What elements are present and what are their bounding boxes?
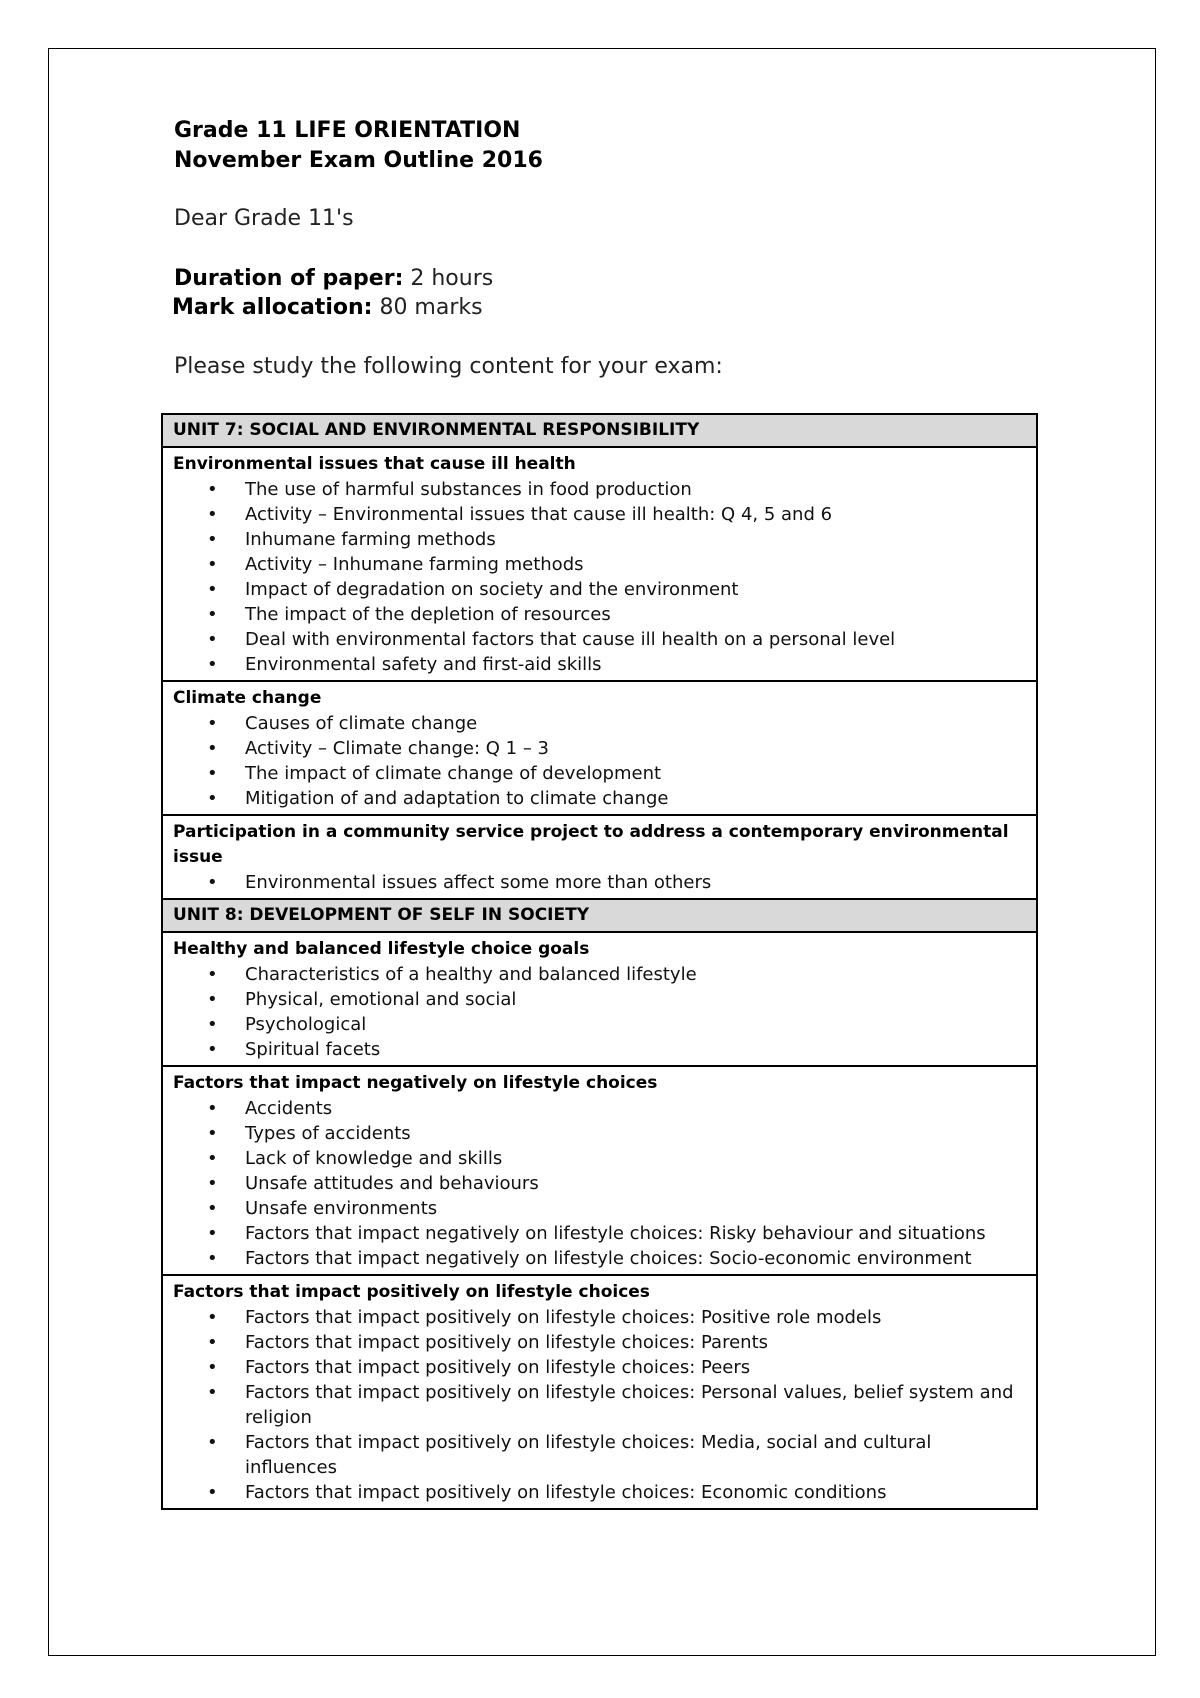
topic-item: • Unsafe attitudes and behaviours [245, 1171, 1026, 1196]
topic-item: • Deal with environmental factors that cause ill health on a personal level [245, 627, 1026, 652]
topic-item: • Activity – Climate change: Q 1 – 3 [245, 736, 1026, 761]
topic-item: • Causes of climate change [245, 711, 1026, 736]
unit-header-row [162, 899, 1037, 932]
topic-item: • Environmental safety and first-aid skills [245, 652, 1026, 677]
section-heading: Factors that impact positively on lifestyle choices [173, 1282, 650, 1302]
document-subtitle: November Exam Outline 2016 [174, 148, 543, 173]
topic-item: • Psychological [245, 1012, 1026, 1037]
topic-item: • Factors that impact positively on lifestyle choices: Parents [245, 1330, 1026, 1355]
unit-header-row [162, 414, 1037, 447]
topic-item: • The impact of the depletion of resources [245, 602, 1026, 627]
topic-item: • Factors that impact positively on lifestyle choices: Peers [245, 1355, 1026, 1380]
marks-row [172, 293, 1054, 322]
section-cell [162, 1275, 1037, 1509]
section-heading: Environmental issues that cause ill health [173, 454, 576, 474]
topic-item: • Mitigation of and adaptation to climate change [245, 786, 1026, 811]
topic-list [173, 870, 1026, 895]
intro-text: Please study the following content for your exam: [174, 354, 723, 379]
greeting: Dear Grade 11's [174, 206, 354, 231]
exam-details [174, 264, 1054, 322]
topic-item: • The impact of climate change of development [245, 761, 1026, 786]
marks-value: 80 marks [372, 295, 483, 320]
section-cell [162, 447, 1037, 681]
topic-item: • Unsafe environments [245, 1196, 1026, 1221]
topic-item: • Characteristics of a healthy and balanced lifestyle [245, 962, 1026, 987]
unit-title: UNIT 8: DEVELOPMENT OF SELF IN SOCIETY [162, 899, 1037, 932]
topic-item: • Factors that impact positively on lifestyle choices: Personal values, belief system and religion [245, 1380, 1026, 1430]
section-row [162, 681, 1037, 815]
document-header [174, 116, 1054, 382]
topic-list [173, 1096, 1026, 1271]
document-title: Grade 11 LIFE ORIENTATION [174, 118, 521, 143]
section-row [162, 1066, 1037, 1275]
content-outline-table [161, 413, 1038, 1510]
topic-item: • Factors that impact positively on lifestyle choices: Media, social and cultural influences [245, 1430, 1026, 1480]
topic-item: • Accidents [245, 1096, 1026, 1121]
topic-item: • Factors that impact negatively on lifestyle choices: Risky behaviour and situations [245, 1221, 1026, 1246]
topic-item: • Spiritual facets [245, 1037, 1026, 1062]
topic-list [173, 711, 1026, 811]
topic-item: • Physical, emotional and social [245, 987, 1026, 1012]
marks-label: Mark allocation: [172, 295, 373, 320]
section-heading: Healthy and balanced lifestyle choice goals [173, 939, 590, 959]
topic-item: • Environmental issues affect some more than others [245, 870, 1026, 895]
topic-list [173, 1305, 1026, 1505]
duration-value: 2 hours [403, 266, 494, 291]
topic-item: • Lack of knowledge and skills [245, 1146, 1026, 1171]
section-cell [162, 932, 1037, 1066]
section-heading: Climate change [173, 688, 322, 708]
topic-item: • The use of harmful substances in food production [245, 477, 1026, 502]
section-cell [162, 1066, 1037, 1275]
topic-item: • Activity – Environmental issues that cause ill health: Q 4, 5 and 6 [245, 502, 1026, 527]
section-row [162, 1275, 1037, 1509]
unit-title: UNIT 7: SOCIAL AND ENVIRONMENTAL RESPONSIBILITY [162, 414, 1037, 447]
section-row [162, 932, 1037, 1066]
topic-item: • Factors that impact positively on lifestyle choices: Economic conditions [245, 1480, 1026, 1505]
section-cell [162, 681, 1037, 815]
duration-label: Duration of paper: [174, 266, 404, 291]
topic-item: • Types of accidents [245, 1121, 1026, 1146]
topic-item: • Activity – Inhumane farming methods [245, 552, 1026, 577]
topic-item: • Inhumane farming methods [245, 527, 1026, 552]
duration-row [174, 264, 1054, 293]
section-heading: Participation in a community service project to address a contemporary environmental issue [173, 822, 1009, 867]
topic-item: • Factors that impact negatively on lifestyle choices: Socio-economic environment [245, 1246, 1026, 1271]
topic-list [173, 477, 1026, 677]
topic-item: • Factors that impact positively on lifestyle choices: Positive role models [245, 1305, 1026, 1330]
section-row [162, 447, 1037, 681]
section-row [162, 815, 1037, 899]
topic-item: • Impact of degradation on society and the environment [245, 577, 1026, 602]
topic-list [173, 962, 1026, 1062]
section-heading: Factors that impact negatively on lifestyle choices [173, 1073, 658, 1093]
section-cell [162, 815, 1037, 899]
